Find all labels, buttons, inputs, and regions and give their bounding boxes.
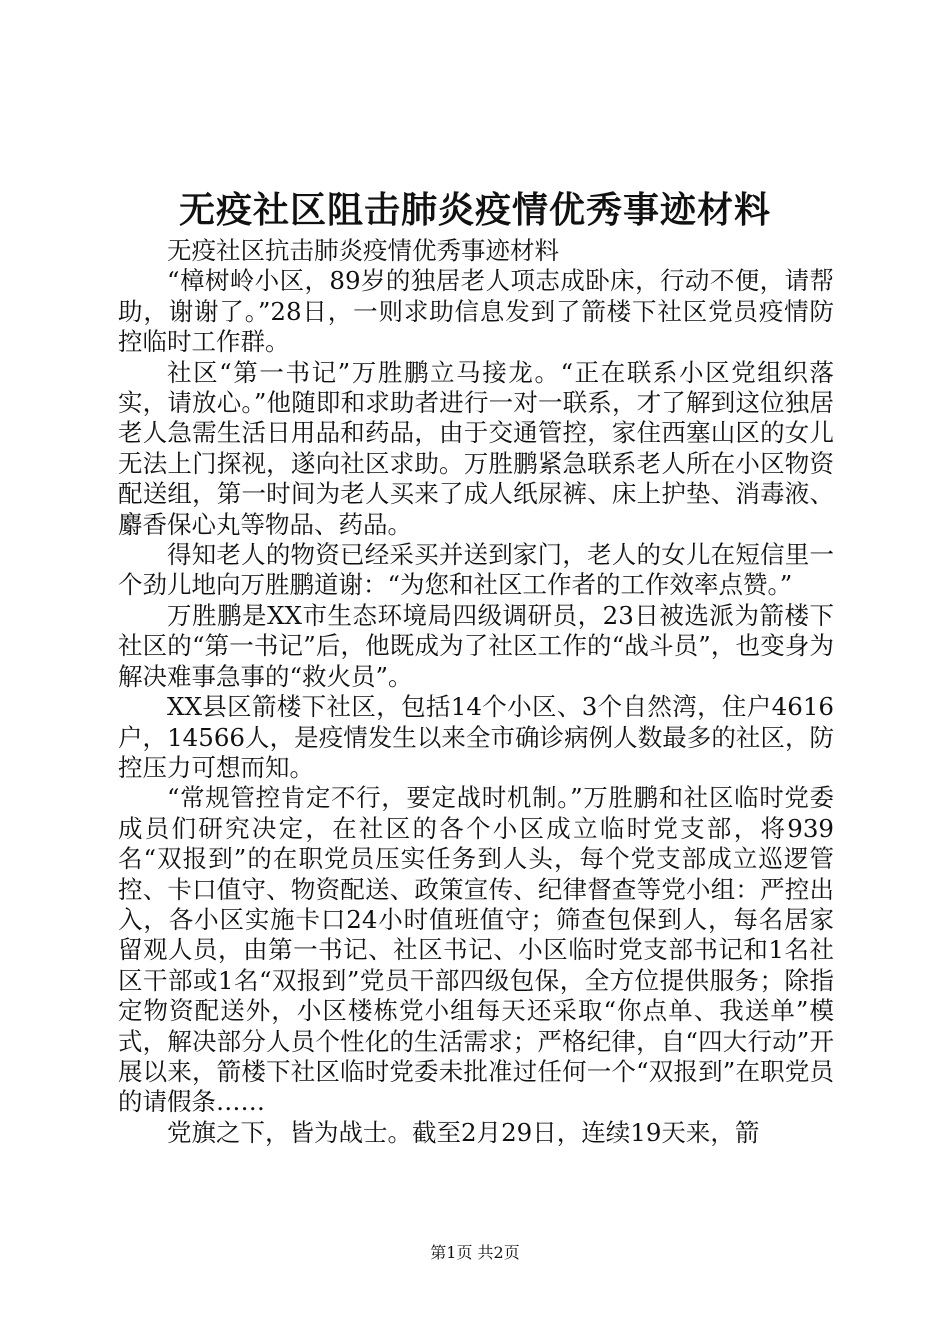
paragraph: 无疫社区抗击肺炎疫情优秀事迹材料 [167,236,559,265]
document-title: 无疫社区阻击肺炎疫情优秀事迹材料 [178,189,771,231]
document-body [118,236,834,1148]
paragraph: XX县区箭楼下社区，包括14个小区、3个自然湾，住户4616户，14566人，是疫情发生以来全市确诊病例人数最多的社区，防控压力可想而知。 [118,692,834,782]
paragraph: 党旗之下，皆为战士。截至2月29日，连续19天来，箭 [167,1117,760,1147]
page-footer: 第1页 共2页 [430,1243,520,1262]
paragraph: “常规管控肯定不行，要定战时机制。”万胜鹏和社区临时党委成员们研究决定，在社区的各个小区成立临时党支部，将939名“双报到”的在职党员压实任务到人头，每个党支部成立巡逻管控、卡口值守、物资配送、政策宣传、纪律督查等党小组：严控出入，各小区实施卡口24小时值班值守；筛查包保到人，每名居家留观人员，由第一书记、社区书记、小区临时党支部书记和1名社区干部或1名“双报到”党员干部四级包保，全方位提供服务；除指定物资配送外，小区楼栋党小组每天还采取“你点单、我送单”模式，解决部分人员个性化的生活需求；严格纪律，自“四大行动”开展以来，箭楼下社区临时党委未批准过任何一个“双报到”在职党员的请假条…… [118,783,834,1117]
paragraph: “樟树岭小区，89岁的独居老人项志成卧床，行动不便，请帮助，谢谢了。”28日，一则求助信息发到了箭楼下社区党员疫情防控临时工作群。 [118,266,834,357]
paragraph: 万胜鹏是XX市生态环境局四级调研员，23日被选派为箭楼下社区的“第一书记”后，他既成为了社区工作的“战斗员”，也变身为解决难事急事的“救火员”。 [118,600,834,691]
paragraph: 得知老人的物资已经采买并送到家门，老人的女儿在短信里一个劲儿地向万胜鹏道谢：“为您和社区工作者的工作效率点赞。” [118,540,834,600]
paragraph: 社区“第一书记”万胜鹏立马接龙。“正在联系小区党组织落实，请放心。”他随即和求助者进行一对一联系，才了解到这位独居老人急需生活日用品和药品，由于交通管控，家住西塞山区的女儿无法上门探视，遂向社区求助。万胜鹏紧急联系老人所在小区物资配送组，第一时间为老人买来了成人纸尿裤、床上护垫、消毒液、麝香保心丸等物品、药品。 [118,357,834,539]
